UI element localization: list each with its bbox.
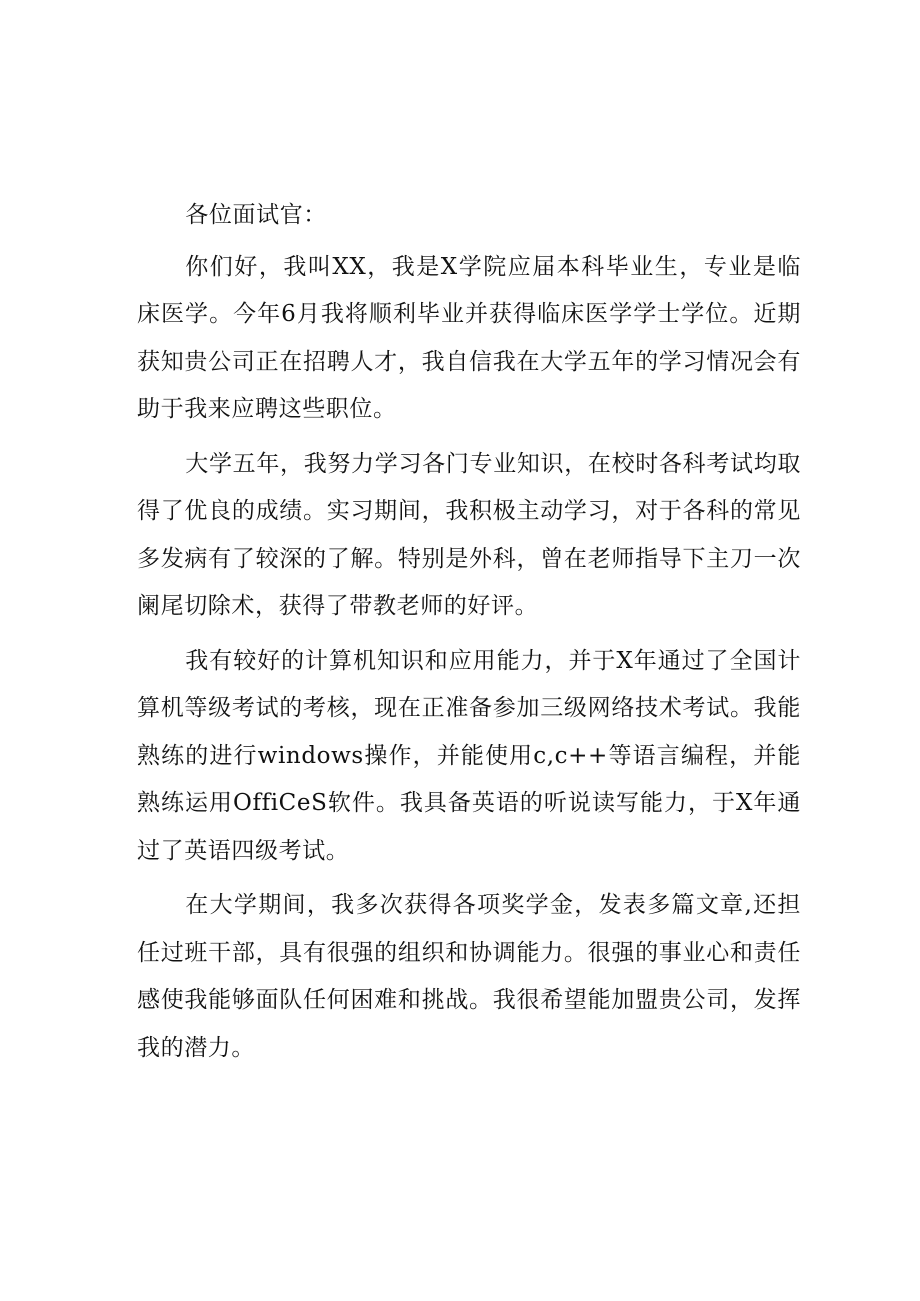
salutation: 各位面试官： — [185, 202, 327, 228]
paragraph-studies: 大学五年，我努力学习各门专业知识，在校时各科考试均取得了优良的成绩。实习期间，我积极主动学习，对于各科的常见多发病有了较深的了解。特别是外科，曾在老师指导下主刀一次阑尾切除术，获得了带教老师的好评。 — [137, 450, 801, 619]
paragraph-skills: 我有较好的计算机知识和应用能力，并于X年通过了全国计算机等级考试的考核，现在正准备参加三级网络技术考试。我能熟练的进行windows操作，并能使用c,c++等语言编程，并能熟练运用OffiCeS软件。我具备英语的听说读写能力，于X年通过了英语四级考试。 — [137, 647, 801, 864]
letter-body — [137, 192, 801, 1079]
paragraph-closing: 在大学期间，我多次获得各项奖学金，发表多篇文章,还担任过班干部，具有很强的组织和协调能力。很强的事业心和责任感使我能够面队任何困难和挑战。我很希望能加盟贵公司，发挥我的潜力。 — [137, 892, 801, 1061]
paragraph-introduction: 你们好，我叫XX，我是X学院应届本科毕业生，专业是临床医学。今年6月我将顺利毕业并获得临床医学学士学位。近期获知贵公司正在招聘人才，我自信我在大学五年的学习情况会有助于我来应聘这些职位。 — [137, 253, 801, 422]
